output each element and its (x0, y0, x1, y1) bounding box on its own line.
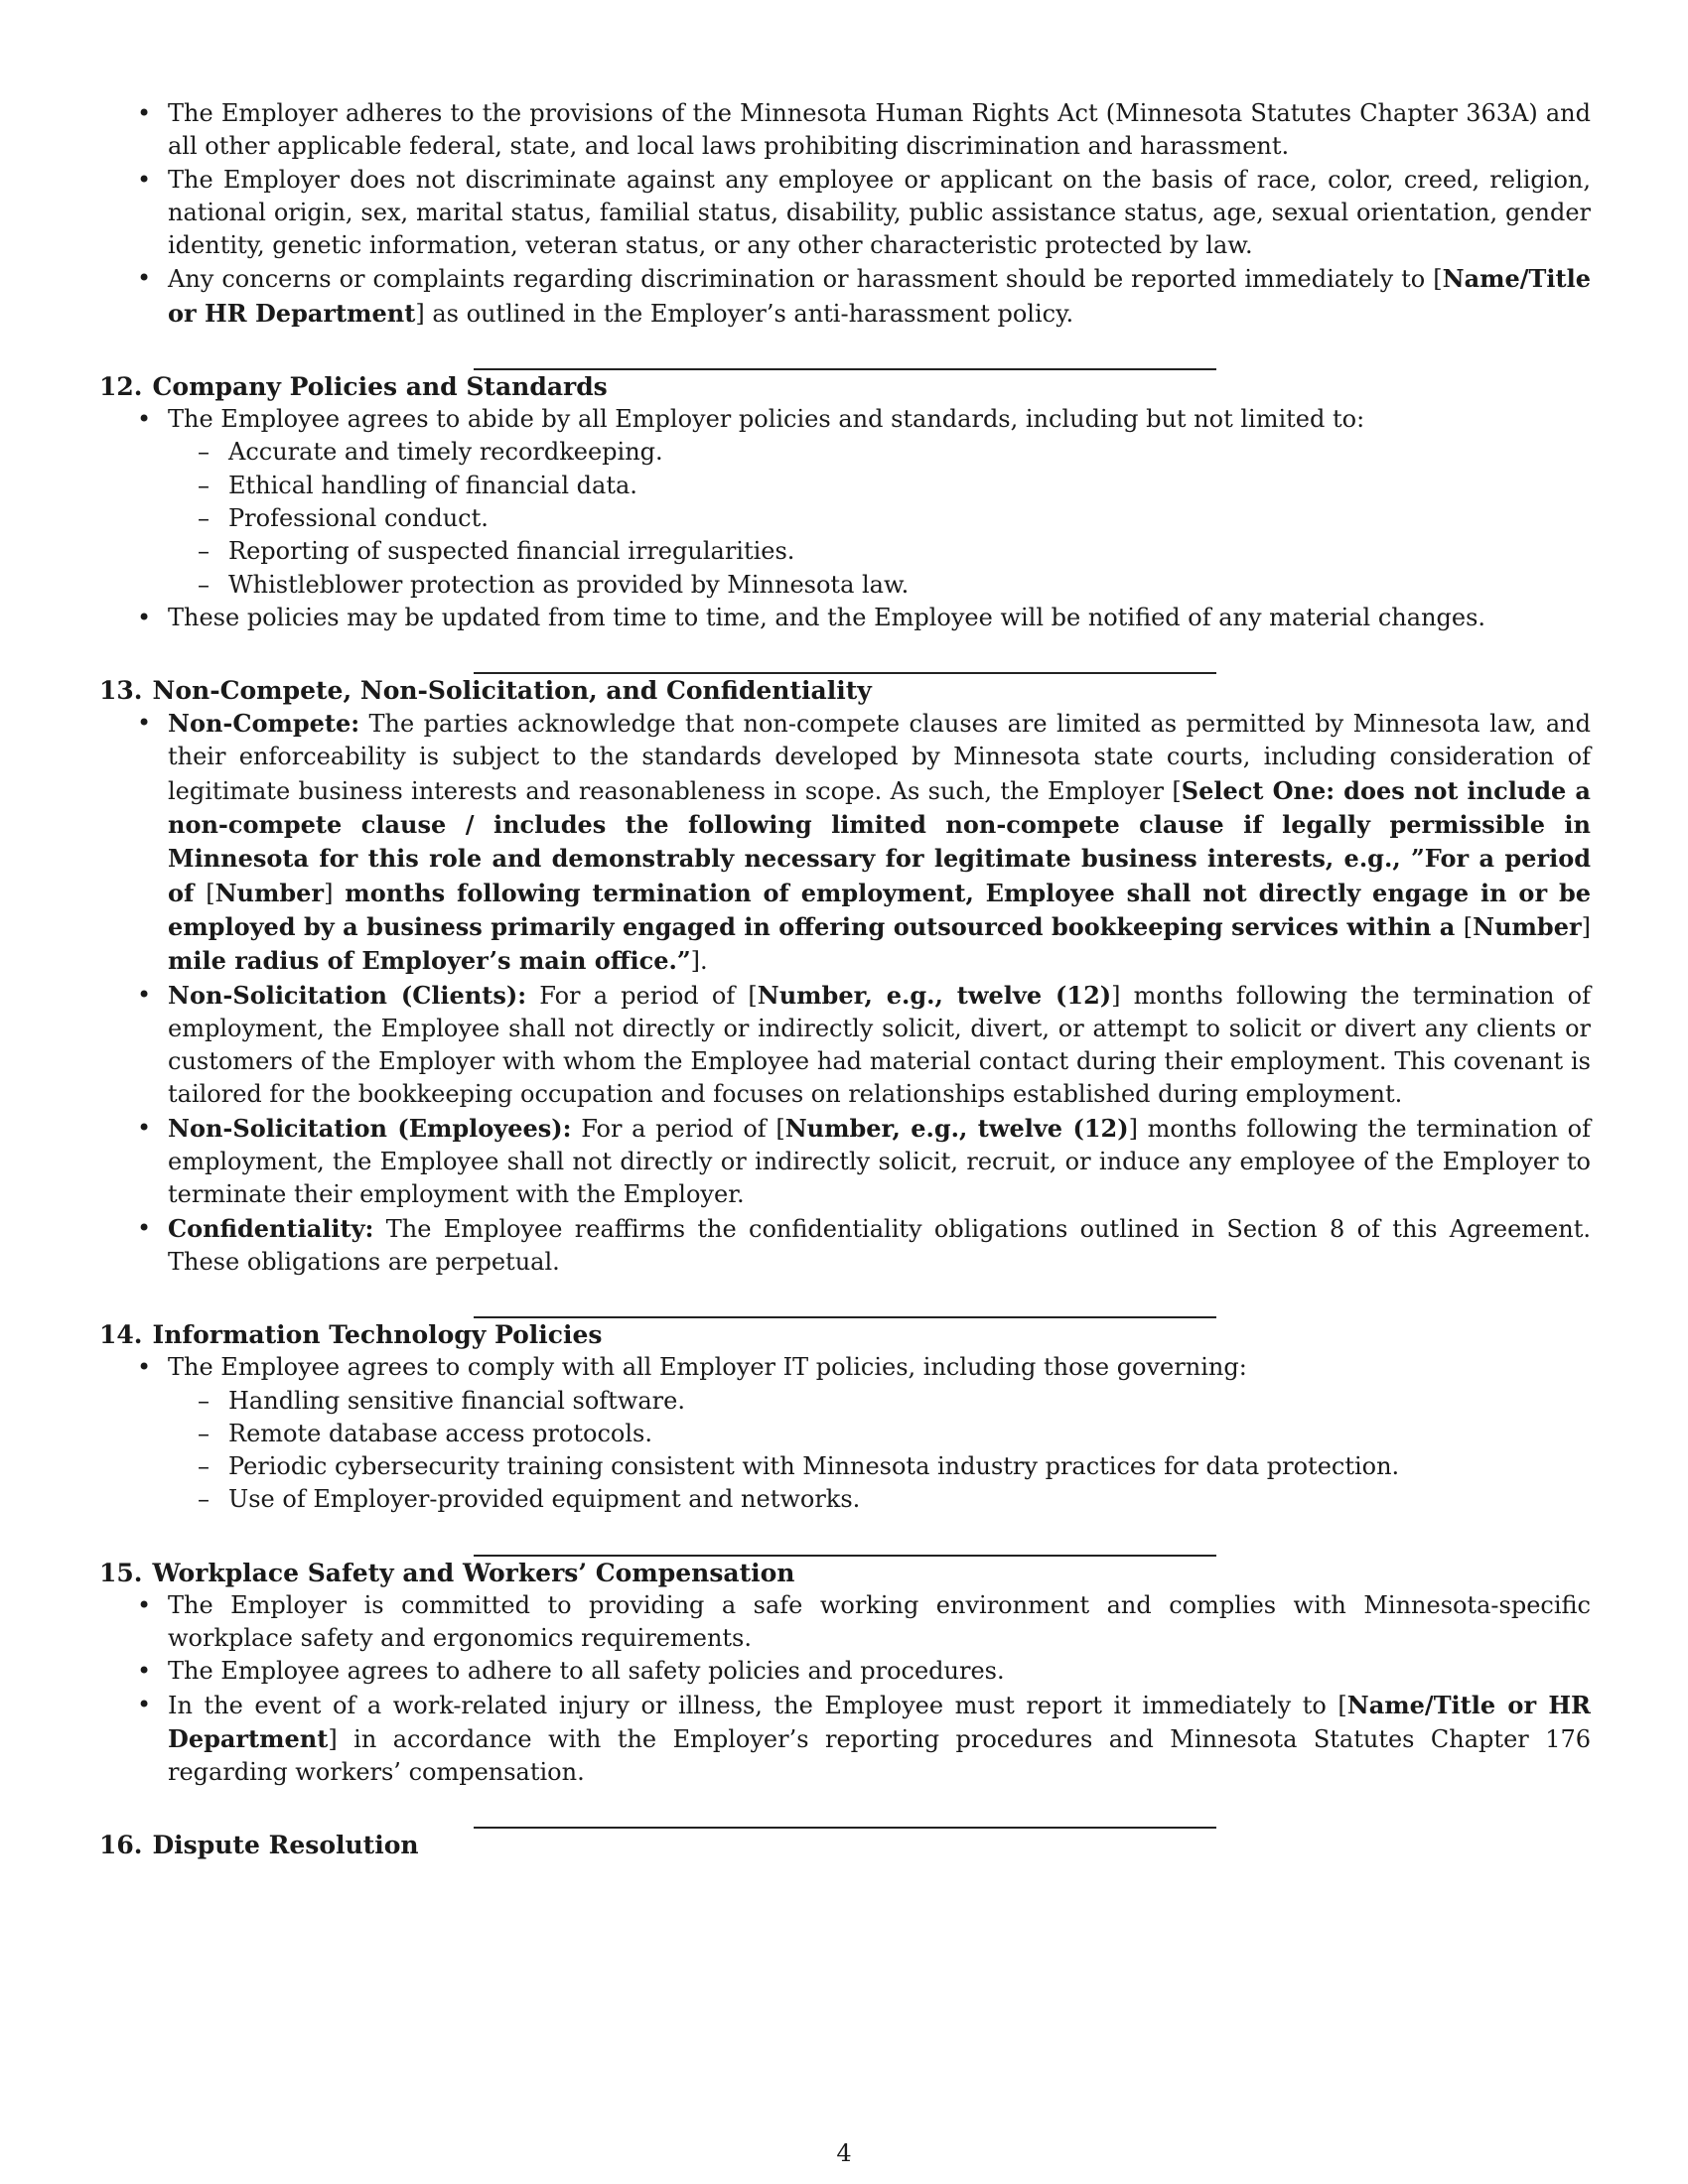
bullet-text: ] as outlined in the Employer’s anti-harassment policy. (415, 299, 1074, 328)
list-item (99, 1655, 1591, 1688)
sublist-item: – Whistleblower protection as provided by Minnesota law. (168, 569, 1591, 602)
sublist-item: – Periodic cybersecurity training consistent with Minnesota industry practices for data protection. (168, 1450, 1591, 1483)
section-14-list (99, 1351, 1591, 1516)
section-heading-15 (99, 1557, 1591, 1589)
placeholder-text: Select One: does not include a non-compete clause / includes the following limited non-compete clause if legally permissible in Minnesota for this role and demonstrably necessary for legitimate business interests, e.g., ”For a period of (168, 775, 1591, 907)
bracket: ]. (690, 947, 708, 976)
list-item (99, 979, 1591, 1112)
list-item (99, 403, 1591, 602)
term-label: Confidentiality: (168, 1213, 374, 1243)
bracket: [ (1463, 912, 1474, 941)
list-item (99, 1689, 1591, 1790)
bullet-text: The Employer adheres to the provisions of the Minnesota Human Rights Act (Minnesota Statutes Chapter 363A) and all other applicable federal, state, and local laws prohibiting discrimination and harassment. (168, 99, 1591, 161)
bullet-text: In the event of a work-related injury or illness, the Employee must report it immediately to [ (168, 1691, 1347, 1719)
it-policy-sublist (168, 1385, 1591, 1517)
section-title: Non-Compete, Non-Solicitation, and Confidentiality (152, 676, 872, 706)
term-label: Non-Solicitation (Employees): (168, 1113, 572, 1143)
bullet-text: The parties acknowledge that non-compete clauses are limited as permitted by Minnesota law, and their enforceability is subject to the standards developed by Minnesota state courts, including consideration of legitimate business interests and reasonableness in scope. As such, the Employer [ (168, 710, 1591, 805)
list-item (99, 164, 1591, 263)
section-number: 16. (99, 1831, 143, 1860)
section-12-list (99, 403, 1591, 634)
section-number: 15. (99, 1558, 143, 1587)
bullet-text: The Employee agrees to comply with all Employer IT policies, including those governing: (168, 1353, 1247, 1382)
bullet-text: The Employee agrees to abide by all Employer policies and standards, including but not limited to: (168, 405, 1365, 434)
bracket: [ (206, 879, 215, 907)
bullet-text: Any concerns or complaints regarding discrimination or harassment should be reported immediately to [ (168, 265, 1443, 294)
placeholder-text: mile radius of Employer’s main office.” (168, 946, 691, 976)
sublist-item: – Handling sensitive financial software. (168, 1385, 1591, 1418)
anti-discrimination-list (99, 97, 1591, 331)
section-number: 12. (99, 372, 143, 402)
bullet-text: ] months following the termination of employment, the Employee shall not directly or indirectly solicit, divert, or attempt to solicit or divert any clients or customers of the Employer with whom the Employee had material contact during their employment. This covenant is tailored for the bookkeeping occupation and focuses on relationships established during employment. (168, 981, 1592, 1109)
list-item (99, 97, 1591, 164)
sublist-item: – Reporting of suspected financial irregularities. (168, 535, 1591, 568)
list-item (99, 1212, 1591, 1280)
placeholder-text: Name/Title or HR Department (168, 1690, 1591, 1753)
sublist-item: – Remote database access protocols. (168, 1418, 1591, 1450)
bullet-text: The Employee reaffirms the confidentiality obligations outlined in Section 8 of this Agreement. These obligations are perpetual. (168, 1214, 1591, 1276)
list-item (99, 707, 1591, 978)
section-heading-16 (99, 1829, 1591, 1861)
sublist-item: – Ethical handling of financial data. (168, 470, 1591, 502)
bullet-text: ] in accordance with the Employer’s reporting procedures and Minnesota Statutes Chapter 176 regarding workers’ compensation. (168, 1724, 1591, 1787)
placeholder-text: months following termination of employment, Employee shall not directly engage in or be employed by a business primarily engaged in offering outsourced bookkeeping services within a (168, 878, 1591, 941)
list-item (99, 1351, 1591, 1516)
bullet-text: For a period of [ (571, 1114, 785, 1143)
sublist-item: – Professional conduct. (168, 502, 1591, 535)
section-number: 14. (99, 1320, 143, 1350)
bullet-text: The Employer is committed to providing a safe working environment and complies with Minnesota-specific workplace safety and ergonomics requirements. (168, 1590, 1591, 1652)
sublist-item: – Use of Employer-provided equipment and networks. (168, 1483, 1591, 1516)
sublist-item: – Accurate and timely recordkeeping. (168, 436, 1591, 469)
bracket: ] (324, 879, 334, 907)
bullet-text: The Employer does not discriminate against any employee or applicant on the basis of race, color, creed, religion, national origin, sex, marital status, familial status, disability, public assistance status, age, sexual orientation, gender identity, genetic information, veteran status, or any other characteristic protected by law. (168, 165, 1591, 260)
placeholder-text: Number, e.g., twelve (12) (757, 980, 1112, 1010)
section-number: 13. (99, 676, 143, 706)
section-13-list (99, 707, 1591, 1279)
policy-sublist (168, 436, 1591, 601)
placeholder-text: Number, e.g., twelve (12) (784, 1113, 1129, 1143)
bullet-text: For a period of [ (526, 981, 758, 1010)
bullet-text: The Employee agrees to adhere to all safety policies and procedures. (168, 1657, 1005, 1686)
placeholder-text: Name/Title or HR Department (168, 264, 1591, 328)
bullet-text: ] months following the termination of employment, the Employee shall not directly or indirectly solicit, recruit, or induce any employee of the Employer to terminate their employment with the Employer. (168, 1114, 1591, 1209)
term-label: Non-Compete: (168, 709, 360, 739)
bullet-text: These policies may be updated from time to time, and the Employee will be notified of any material changes. (168, 603, 1486, 631)
term-label: Non-Solicitation (Clients): (168, 980, 527, 1010)
document-page (99, 97, 1591, 1861)
list-item (99, 602, 1591, 634)
section-title: Workplace Safety and Workers’ Compensation (152, 1558, 795, 1587)
section-heading-14 (99, 1318, 1591, 1351)
page-number: 4 (836, 2139, 852, 2167)
list-item (99, 1589, 1591, 1656)
list-item (99, 262, 1591, 331)
bracket: ] (1581, 912, 1591, 941)
section-title: Dispute Resolution (152, 1831, 419, 1860)
placeholder-text: Number (214, 878, 325, 907)
section-title: Information Technology Policies (152, 1320, 603, 1350)
section-15-list (99, 1589, 1591, 1790)
section-title: Company Policies and Standards (152, 372, 608, 402)
section-heading-12 (99, 370, 1591, 403)
list-item (99, 1112, 1591, 1212)
placeholder-text: Number (1473, 911, 1582, 941)
section-heading-13 (99, 674, 1591, 707)
